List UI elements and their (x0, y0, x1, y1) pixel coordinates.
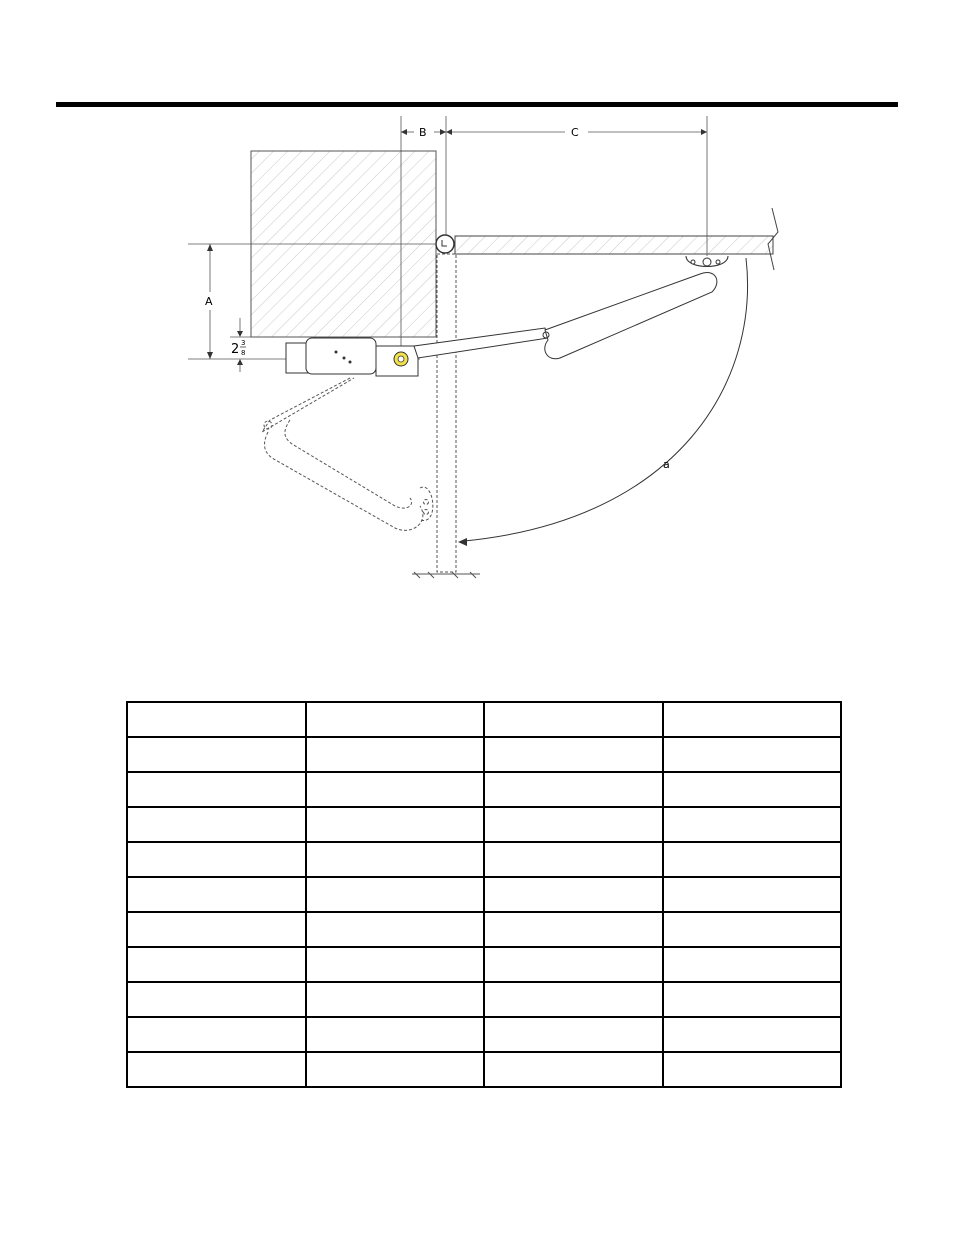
table-cell (127, 947, 306, 982)
table-cell (663, 842, 842, 877)
table-cell (127, 702, 306, 737)
operator-arm-closed (414, 273, 717, 359)
table-row (127, 877, 841, 912)
table-cell (484, 912, 663, 947)
gate-leaf-closed (455, 236, 773, 254)
table-row (127, 1017, 841, 1052)
table-cell (484, 1017, 663, 1052)
table-row (127, 702, 841, 737)
table-cell (306, 1017, 485, 1052)
dimension-b-label: B (419, 126, 427, 139)
dimension-a-label: A (205, 295, 213, 308)
table-cell (663, 1052, 842, 1087)
table-cell (484, 877, 663, 912)
table-cell (663, 947, 842, 982)
gate-bracket (686, 256, 728, 267)
table-cell (484, 1052, 663, 1087)
table-cell (663, 772, 842, 807)
hinge-icon (436, 235, 454, 253)
table-cell (484, 842, 663, 877)
table-cell (127, 1052, 306, 1087)
table-cell (663, 877, 842, 912)
table-cell (663, 807, 842, 842)
table-cell (484, 947, 663, 982)
dimension-c-label: C (571, 126, 579, 139)
table-cell (127, 1017, 306, 1052)
table-cell (663, 982, 842, 1017)
table-cell (306, 912, 485, 947)
table-row (127, 807, 841, 842)
table-cell (306, 877, 485, 912)
table-cell (127, 772, 306, 807)
table-cell (663, 737, 842, 772)
table-cell (306, 737, 485, 772)
table-cell (127, 982, 306, 1017)
table-cell (663, 912, 842, 947)
table-row (127, 772, 841, 807)
table-row (127, 842, 841, 877)
table-row (127, 982, 841, 1017)
table-cell (306, 982, 485, 1017)
offset-fraction-numerator: 3 (241, 339, 246, 347)
swing-arc-label: a (663, 458, 670, 471)
table-row (127, 1052, 841, 1087)
table-cell (306, 702, 485, 737)
table-cell (127, 877, 306, 912)
table-row (127, 947, 841, 982)
table-row (127, 912, 841, 947)
table-cell (306, 1052, 485, 1087)
table-cell (306, 807, 485, 842)
table-cell (127, 737, 306, 772)
offset-fraction-denominator: 8 (241, 349, 246, 357)
table-cell (306, 842, 485, 877)
table-cell (663, 702, 842, 737)
table-cell (663, 1017, 842, 1052)
table-row (127, 737, 841, 772)
table-cell (127, 842, 306, 877)
table-cell (484, 737, 663, 772)
operator-arm-open (262, 378, 433, 530)
offset-whole-number: 2 (231, 342, 240, 357)
dimensions-table (126, 701, 842, 1088)
table-cell (484, 702, 663, 737)
table-cell (484, 772, 663, 807)
table-cell (127, 912, 306, 947)
table-cell (127, 807, 306, 842)
table-cell (484, 807, 663, 842)
table-cell (306, 772, 485, 807)
swing-arc (464, 258, 748, 541)
gate-leaf-open (437, 254, 456, 572)
table-cell (484, 982, 663, 1017)
table-cell (306, 947, 485, 982)
